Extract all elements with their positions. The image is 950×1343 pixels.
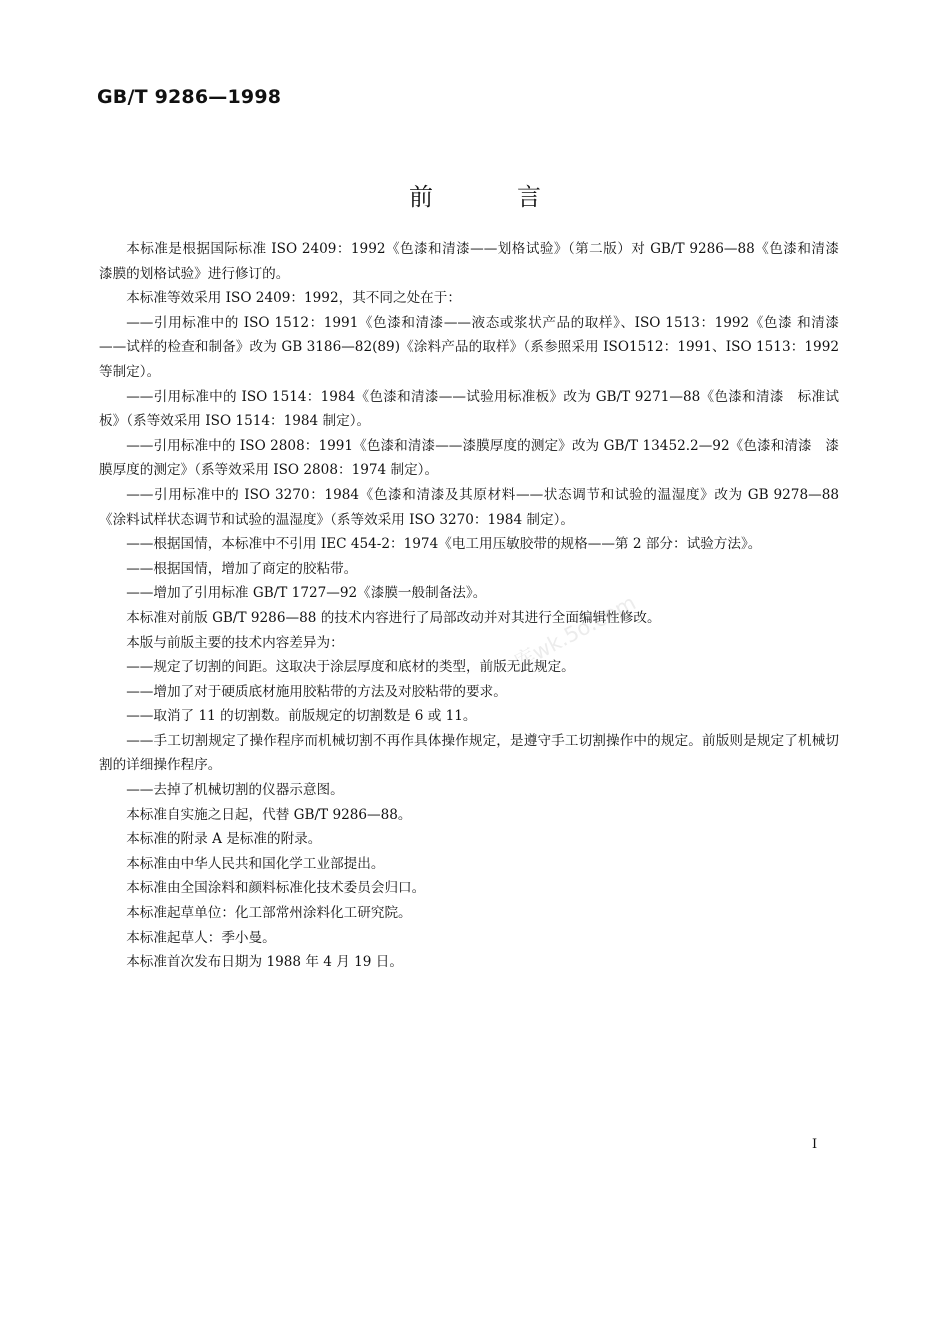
paragraph: ——根据国情，增加了商定的胶粘带。 [126, 560, 358, 577]
paragraph: ——增加了对于硬质底材施用胶粘带的方法及对胶粘带的要求。 [126, 683, 507, 700]
paragraph: ——引用标准中的 ISO 1514：1984《色漆和清漆——试验用标准板》改为 GB/T 9271—88《色漆和清漆 标准试板》（系等效采用 ISO 1514：1984 制定）。 [99, 388, 839, 430]
paragraph: ——取消了 11 的切割数。前版规定的切割数是 6 或 11。 [126, 708, 477, 725]
paragraph: 本标准由全国涂料和颜料标准化技术委员会归口。 [126, 880, 426, 897]
paragraph: ——规定了切割的间距。这取决于涂层厚度和底材的类型，前版无此规定。 [126, 659, 575, 676]
paragraph: ——引用标准中的 ISO 1512：1991《色漆和清漆——液态或浆状产品的取样》、ISO 1513：1992《色漆 和清漆——试样的检查和制备》改为 GB 3186—82(89)《涂料产品的取样》（系参照采用 ISO1512：1991、ISO 1513：1992 等制定）。 [99, 314, 839, 380]
paragraph: 本标准是根据国际标准 ISO 2409：1992《色漆和清漆——划格试验》（第二版）对 GB/T 9286—88《色漆和清漆 漆膜的划格试验》进行修订的。 [99, 241, 853, 282]
paragraph: ——增加了引用标准 GB/T 1727—92《漆膜一般制备法》。 [126, 585, 487, 602]
paragraph: 本标准自实施之日起，代替 GB/T 9286—88。 [126, 806, 412, 823]
page-number: I [812, 1137, 818, 1152]
paragraph: 本版与前版主要的技术内容差异为： [126, 634, 344, 651]
paragraph: ——根据国情，本标准中不引用 IEC 454-2：1974《电工用压敏胶带的规格——第 2 部分：试验方法》。 [126, 536, 762, 553]
paragraph: ——引用标准中的 ISO 2808：1991《色漆和清漆——漆膜厚度的测定》改为 GB/T 13452.2—92《色漆和清漆 漆膜厚度的测定》（系等效采用 ISO 2808：1974 制定）。 [99, 437, 839, 479]
paragraph: 本标准由中华人民共和国化学工业部提出。 [126, 855, 385, 872]
paragraph: 本标准起草单位：化工部常州涂料化工研究院。 [126, 905, 412, 922]
body-text [99, 237, 853, 975]
paragraph: 本标准起草人：季小曼。 [126, 929, 276, 946]
page-title: 前言 [409, 183, 625, 211]
paragraph: 本标准的附录 A 是标准的附录。 [126, 831, 322, 848]
standard-number: GB/T 9286—1998 [97, 86, 282, 108]
paragraph: ——手工切割规定了操作程序而机械切割不再作具体操作规定，是遵守手工切割操作中的规定。前版则是规定了机械切割的详细操作程序。 [99, 732, 839, 774]
paragraph: 本标准首次发布日期为 1988 年 4 月 19 日。 [126, 954, 403, 971]
paragraph: 本标准对前版 GB/T 9286—88 的技术内容进行了局部改动并对其进行全面编辑性修改。 [126, 609, 661, 626]
watermark: 库wk.5o.com [509, 590, 640, 675]
paragraph: 本标准等效采用 ISO 2409：1992，其不同之处在于： [126, 290, 461, 307]
paragraph: ——引用标准中的 ISO 3270：1984《色漆和清漆及其原材料——状态调节和试验的温湿度》改为 GB 9278—88《涂料试样状态调节和试验的温湿度》（系等效采用 ISO 3270：1984 制定）。 [99, 486, 839, 528]
paragraph: ——去掉了机械切割的仪器示意图。 [126, 782, 344, 799]
